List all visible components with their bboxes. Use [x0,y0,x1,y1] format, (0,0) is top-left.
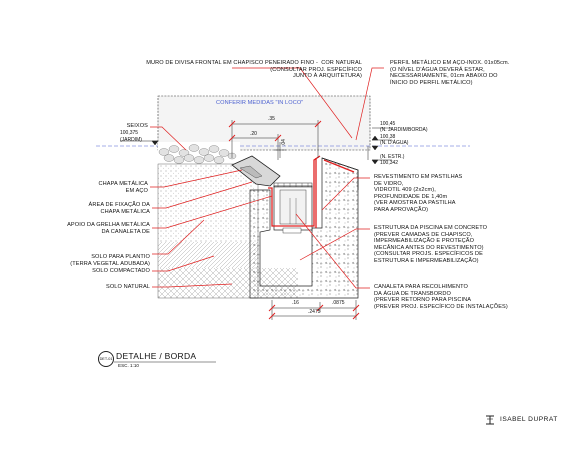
level-n-estr-label: (N. ESTR.) [380,154,405,160]
note-estrutura: ESTRUTURA DA PISCINA EM CONCRETO (PREVER CAMADAS DE CHAPISCO, IMPERMEABILIZAÇÃO E PROTEÇÃO MECÂNICA ANTES DO REVESTIMENTO) (CONSULTAR PROJS. ESPECÍFICOS DE ESTRUTURA E IMPERMEABILIZAÇÃO) [374,225,488,264]
level-jardim-left-value: 100,375 [120,130,139,136]
note-chapa: CHAPA METÁLICA EM AÇO [98,181,148,194]
note-solo-plantio: SOLO PARA PLANTIO (TERRA VEGETAL ADUBADA) [70,254,150,267]
note-revestimento: REVESTIMENTO EM PASTILHAS DE VIDRO, VIDROTIL 409 (2x2cm), PROFUNDIDADE DE 1,40m (VER AMOSTRA DA PASTILHA PARA APROVAÇÃO) [374,174,463,213]
level-jardim-left-label: (JARDIM) [120,137,142,143]
note-perfil: PERFIL METÁLICO EM AÇO-INOX. 01x05cm. (O NÍVEL D'ÁGUA DEVERÁ ESTAR, NECESSARIAMENTE, 01cm ABAIXO DO ÍNICIO DO PERFIL METÁLICO) [390,60,510,86]
detail-id-badge: DET-01 [98,351,114,367]
detail-scale: ESC. 1:10 [118,363,139,368]
dim-bottom-b: .0875 [332,300,345,306]
note-conferir: CONFERIR MEDIDAS "IN LOCO" [216,100,304,106]
dim-bottom-total: .2475 [308,309,321,315]
note-canaleta: CANALETA PARA RECOLHIMENTO DA ÁGUA DE TRANSBORDO (PREVER RETORNO PARA PISCINA (PREVER PROJ. ESPECÍFICO DE INSTALAÇÕES) [374,284,508,310]
brand-name: ISABEL DUPRAT [500,416,558,423]
note-area-fixacao: ÁREA DE FIXAÇÃO DA CHAPA METÁLICA [88,202,150,215]
note-muro: MURO DE DIVISA FRONTAL EM CHAPISCO PENEIRADO FINO - COR NATURAL (CONSULTAR PROJ. ESPECÍFICO JUNTO À ARQUITETURA) [146,60,362,80]
level-n-jardim-value: 100,45 [380,121,396,127]
level-n-jardim-label: (N. JARDIM/BORDA) [380,127,428,133]
brand-logo-icon [484,414,496,426]
note-solo-compactado: SOLO COMPACTADO [92,268,150,274]
note-solo-natural: SOLO NATURAL [106,284,150,290]
level-n-agua-value: 100,38 [380,134,396,140]
note-seixos: SEIXOS [126,123,148,129]
dim-side-small: .04 [281,139,287,146]
dim-bottom-a: .16 [292,300,299,306]
level-n-agua-label: (N. D'ÁGUA) [380,140,409,146]
dim-top-part: .20 [250,131,257,137]
level-n-estr-value: 100,342 [380,160,399,166]
detail-title: DETALHE / BORDA [116,351,197,361]
dim-top-total: .35 [268,116,275,122]
note-apoio: APOIO DA GRELHA METÁLICA DA CANALETA DE [67,222,150,235]
